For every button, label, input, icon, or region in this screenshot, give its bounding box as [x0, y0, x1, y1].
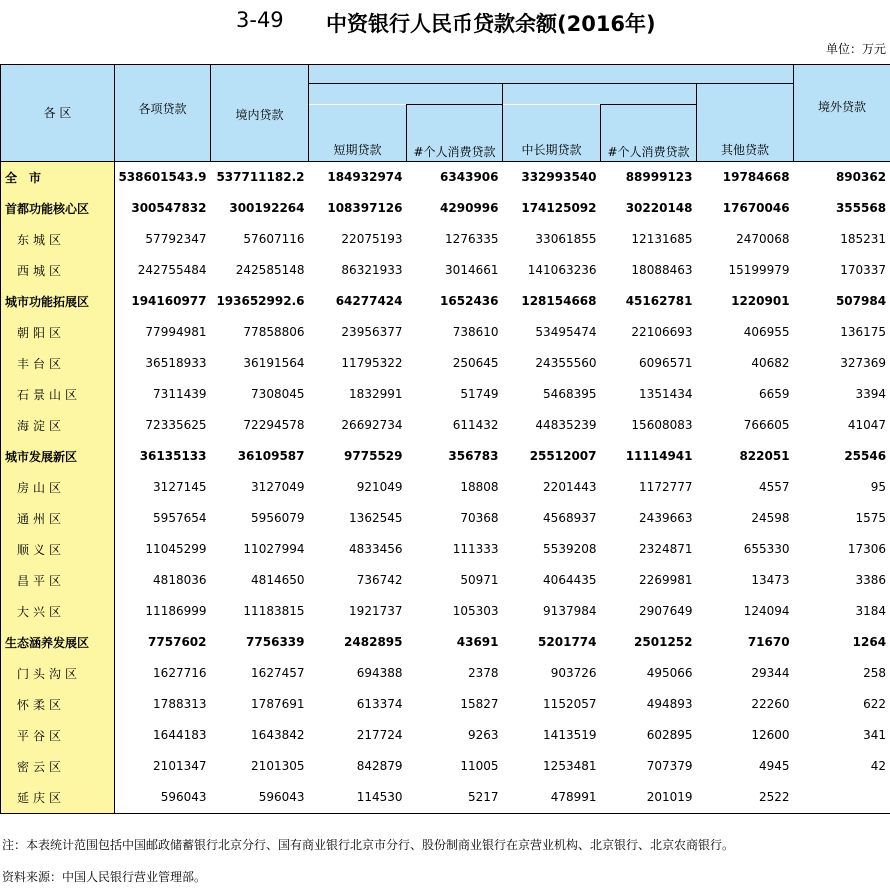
value-cell: 42	[794, 751, 890, 782]
source-note: 资料来源：中国人民银行营业管理部。	[2, 870, 207, 884]
value-cell: 136175	[794, 317, 890, 348]
value-cell: 2501252	[634, 635, 693, 649]
region-name-cell: 房山区	[1, 472, 115, 503]
value-cell: 95	[794, 472, 890, 503]
value-cell: 17670046	[722, 201, 790, 215]
value-cell: 36135133	[139, 449, 207, 463]
value-cell: 29344	[751, 666, 790, 680]
value-cell: 766605	[743, 418, 790, 432]
value-cell: 921049	[356, 480, 403, 494]
value-cell: 3127145	[153, 480, 207, 494]
value-cell: 1787691	[251, 697, 305, 711]
value-cell: 51749	[460, 387, 499, 401]
region-name-cell: 东城区	[1, 224, 115, 255]
table-row	[1, 627, 890, 658]
page-title: 中资银行人民币贷款余额(2016年)	[326, 12, 656, 36]
value-cell: 2201443	[543, 480, 597, 494]
value-cell: 1276335	[445, 232, 499, 246]
value-cell: 18088463	[631, 263, 693, 277]
value-cell: 622	[794, 689, 890, 720]
value-cell: 11183815	[243, 604, 305, 618]
value-cell: 2101347	[153, 759, 207, 773]
value-cell: 596043	[211, 782, 309, 814]
value-cell: 1264	[794, 627, 890, 658]
value-cell: 174125092	[521, 201, 597, 215]
value-cell: 4818036	[153, 573, 207, 587]
value-cell: 6096571	[639, 356, 693, 370]
region-name-cell: 海淀区	[1, 410, 115, 441]
value-cell: 57792347	[145, 232, 207, 246]
value-cell: 53495474	[535, 325, 597, 339]
region-name-cell: 平谷区	[1, 720, 115, 751]
value-cell: 5539208	[543, 542, 597, 556]
value-cell: 141063236	[527, 263, 597, 277]
value-cell: 6659	[759, 387, 790, 401]
value-cell: 655330	[743, 542, 790, 556]
region-name-cell: 通州区	[1, 503, 115, 534]
value-cell: 7308045	[251, 387, 305, 401]
value-cell: 1413519	[543, 728, 597, 742]
value-cell: 4945	[759, 759, 790, 773]
value-cell: 1627716	[153, 666, 207, 680]
value-cell: 12600	[751, 728, 790, 742]
header-long-term: 中长期贷款	[503, 105, 601, 162]
header-total-loans: 各项贷款	[115, 65, 211, 162]
value-cell: 5201774	[538, 635, 597, 649]
value-cell: 114530	[309, 782, 407, 814]
value-cell: 6343906	[440, 170, 499, 184]
value-cell: 36109587	[237, 449, 305, 463]
value-cell: 1575	[794, 503, 890, 534]
table-row	[1, 410, 890, 441]
value-cell: 242755484	[137, 263, 207, 277]
value-cell: 1362545	[349, 511, 403, 525]
value-cell: 2439663	[639, 511, 693, 525]
table-row	[1, 565, 890, 596]
value-cell: 217724	[356, 728, 403, 742]
value-cell: 1351434	[639, 387, 693, 401]
table-row	[1, 255, 890, 286]
region-name-cell: 首都功能核心区	[1, 193, 115, 224]
region-name-cell: 延庆区	[1, 782, 115, 814]
header-long-personal: #个人消费贷款	[601, 105, 697, 162]
value-cell: 596043	[115, 782, 211, 814]
region-name-cell: 丰台区	[1, 348, 115, 379]
value-cell: 738610	[452, 325, 499, 339]
table-row	[1, 534, 890, 565]
table-row	[1, 503, 890, 534]
value-cell: 23956377	[341, 325, 403, 339]
header-short-personal: #个人消费贷款	[407, 105, 503, 162]
value-cell: 15608083	[631, 418, 693, 432]
value-cell: 128154668	[521, 294, 597, 308]
value-cell: 7757602	[148, 635, 207, 649]
value-cell: 250645	[452, 356, 499, 370]
region-name-cell: 朝阳区	[1, 317, 115, 348]
value-cell: 11045299	[145, 542, 207, 556]
value-cell: 495066	[646, 666, 693, 680]
value-cell: 1643842	[251, 728, 305, 742]
region-name-cell: 门头沟区	[1, 658, 115, 689]
value-cell: 7311439	[153, 387, 207, 401]
value-cell: 105303	[452, 604, 499, 618]
table-row	[1, 161, 890, 193]
value-cell: 33061855	[535, 232, 597, 246]
value-cell: 1652436	[440, 294, 499, 308]
table-row	[1, 348, 890, 379]
table-row	[1, 441, 890, 472]
value-cell: 736742	[356, 573, 403, 587]
value-cell: 5217	[407, 782, 503, 814]
value-cell: 11186999	[145, 604, 207, 618]
region-name-cell: 顺义区	[1, 534, 115, 565]
value-cell: 15827	[460, 697, 499, 711]
header-region: 各 区	[1, 65, 115, 162]
value-cell: 2470068	[736, 232, 790, 246]
value-cell: 478991	[503, 782, 601, 814]
table-row	[1, 720, 890, 751]
table-row	[1, 193, 890, 224]
value-cell: 1788313	[153, 697, 207, 711]
value-cell: 538601543.9	[118, 170, 207, 184]
value-cell: 9263	[467, 728, 499, 742]
value-cell: 24355560	[535, 356, 597, 370]
title-bar	[0, 4, 890, 36]
value-cell: 1832991	[349, 387, 403, 401]
value-cell: 507984	[794, 286, 890, 317]
value-cell: 5468395	[543, 387, 597, 401]
value-cell: 903726	[550, 666, 597, 680]
value-cell: 25546	[794, 441, 890, 472]
value-cell: 19784668	[722, 170, 790, 184]
value-cell: 111333	[452, 542, 499, 556]
value-cell: 36518933	[145, 356, 207, 370]
value-cell: 611432	[452, 418, 499, 432]
region-name-cell: 昌平区	[1, 565, 115, 596]
value-cell: 2907649	[639, 604, 693, 618]
value-cell: 77994981	[145, 325, 207, 339]
table-row	[1, 782, 890, 814]
value-cell: 30220148	[625, 201, 693, 215]
value-cell: 3386	[794, 565, 890, 596]
value-cell: 50971	[460, 573, 499, 587]
table-row	[1, 689, 890, 720]
value-cell: 193652992.6	[216, 294, 305, 308]
region-name-cell: 生态涵养发展区	[1, 627, 115, 658]
value-cell: 356783	[448, 449, 499, 463]
value-cell: 108397126	[327, 201, 403, 215]
value-cell: 11114941	[625, 449, 693, 463]
value-cell: 43691	[456, 635, 499, 649]
value-cell: 300192264	[229, 201, 305, 215]
value-cell: 3394	[794, 379, 890, 410]
region-name-cell: 大兴区	[1, 596, 115, 627]
value-cell: 64277424	[335, 294, 403, 308]
value-cell: 11005	[460, 759, 499, 773]
value-cell: 4064435	[543, 573, 597, 587]
value-cell: 822051	[739, 449, 790, 463]
value-cell: 406955	[743, 325, 790, 339]
value-cell: 3014661	[445, 263, 499, 277]
region-name-cell: 城市功能拓展区	[1, 286, 115, 317]
scope-note: 注：本表统计范围包括中国邮政储蓄银行北京分行、国有商业银行北京市分行、股份制商业银行在京营业机构、北京银行、北京农商银行。	[2, 838, 735, 852]
value-cell: 2522	[697, 782, 794, 814]
unit-label: 单位：万元	[825, 42, 886, 56]
value-cell: 184932974	[327, 170, 403, 184]
region-name-cell: 石景山区	[1, 379, 115, 410]
value-cell: 2378	[467, 666, 499, 680]
value-cell: 9775529	[344, 449, 403, 463]
value-cell: 1627457	[251, 666, 305, 680]
header-other-loans: 其他贷款	[697, 105, 794, 162]
value-cell: 11795322	[341, 356, 403, 370]
table-row	[1, 658, 890, 689]
region-name-cell: 城市发展新区	[1, 441, 115, 472]
table-row	[1, 286, 890, 317]
value-cell: 71670	[747, 635, 790, 649]
value-cell: 3127049	[251, 480, 305, 494]
value-cell: 40682	[751, 356, 790, 370]
value-cell: 707379	[646, 759, 693, 773]
value-cell: 72335625	[145, 418, 207, 432]
value-cell: 13473	[751, 573, 790, 587]
value-cell: 170337	[794, 255, 890, 286]
value-cell: 88999123	[625, 170, 693, 184]
value-cell: 18808	[460, 480, 499, 494]
value-cell: 72294578	[243, 418, 305, 432]
value-cell: 70368	[460, 511, 499, 525]
region-name-cell: 全 市	[1, 161, 115, 193]
value-cell: 842879	[356, 759, 403, 773]
value-cell: 1172777	[639, 480, 693, 494]
value-cell: 185231	[794, 224, 890, 255]
value-cell: 537711182.2	[216, 170, 305, 184]
value-cell: 4557	[759, 480, 790, 494]
value-cell: 77858806	[243, 325, 305, 339]
value-cell: 22260	[751, 697, 790, 711]
value-cell: 2269981	[639, 573, 693, 587]
value-cell: 24598	[751, 511, 790, 525]
value-cell: 327369	[794, 348, 890, 379]
value-cell: 2101305	[251, 759, 305, 773]
value-cell: 602895	[646, 728, 693, 742]
value-cell: 2482895	[344, 635, 403, 649]
table-row	[1, 317, 890, 348]
value-cell: 1644183	[153, 728, 207, 742]
value-cell: 194160977	[131, 294, 207, 308]
value-cell: 4814650	[251, 573, 305, 587]
value-cell: 26692734	[341, 418, 403, 432]
table-row	[1, 224, 890, 255]
value-cell: 41047	[794, 410, 890, 441]
loan-balance-table	[0, 64, 890, 814]
value-cell: 341	[794, 720, 890, 751]
value-cell: 1152057	[543, 697, 597, 711]
value-cell: 613374	[356, 697, 403, 711]
value-cell: 15199979	[728, 263, 790, 277]
value-cell: 7756339	[246, 635, 305, 649]
value-cell: 45162781	[625, 294, 693, 308]
region-name-cell: 西城区	[1, 255, 115, 286]
value-cell: 4568937	[543, 511, 597, 525]
value-cell: 22106693	[631, 325, 693, 339]
table-number: 3-49	[236, 8, 284, 32]
value-cell: 9137984	[543, 604, 597, 618]
table-row	[1, 751, 890, 782]
value-cell: 1220901	[731, 294, 790, 308]
value-cell: 1253481	[543, 759, 597, 773]
value-cell: 5956079	[251, 511, 305, 525]
value-cell: 1921737	[349, 604, 403, 618]
value-cell: 44835239	[535, 418, 597, 432]
header-short-term: 短期贷款	[309, 105, 407, 162]
value-cell: 4290996	[440, 201, 499, 215]
value-cell: 694388	[356, 666, 403, 680]
value-cell: 124094	[743, 604, 790, 618]
value-cell: 4833456	[349, 542, 403, 556]
table-row	[1, 596, 890, 627]
table-row	[1, 472, 890, 503]
region-name-cell: 怀柔区	[1, 689, 115, 720]
value-cell: 2324871	[639, 542, 693, 556]
value-cell: 5957654	[153, 511, 207, 525]
value-cell: 300547832	[131, 201, 207, 215]
value-cell: 25512007	[529, 449, 597, 463]
value-cell	[794, 782, 890, 814]
value-cell: 355568	[794, 193, 890, 224]
value-cell: 890362	[794, 161, 890, 193]
value-cell: 258	[794, 658, 890, 689]
value-cell: 11027994	[243, 542, 305, 556]
value-cell: 332993540	[521, 170, 597, 184]
value-cell: 242585148	[235, 263, 305, 277]
value-cell: 3184	[794, 596, 890, 627]
value-cell: 22075193	[341, 232, 403, 246]
header-domestic-loans: 境内贷款	[211, 84, 309, 162]
table-row	[1, 379, 890, 410]
value-cell: 86321933	[341, 263, 403, 277]
value-cell: 494893	[646, 697, 693, 711]
value-cell: 17306	[794, 534, 890, 565]
value-cell: 201019	[601, 782, 697, 814]
header-overseas-loans: 境外贷款	[794, 84, 890, 162]
region-name-cell: 密云区	[1, 751, 115, 782]
value-cell: 36191564	[243, 356, 305, 370]
value-cell: 57607116	[243, 232, 305, 246]
value-cell: 12131685	[631, 232, 693, 246]
